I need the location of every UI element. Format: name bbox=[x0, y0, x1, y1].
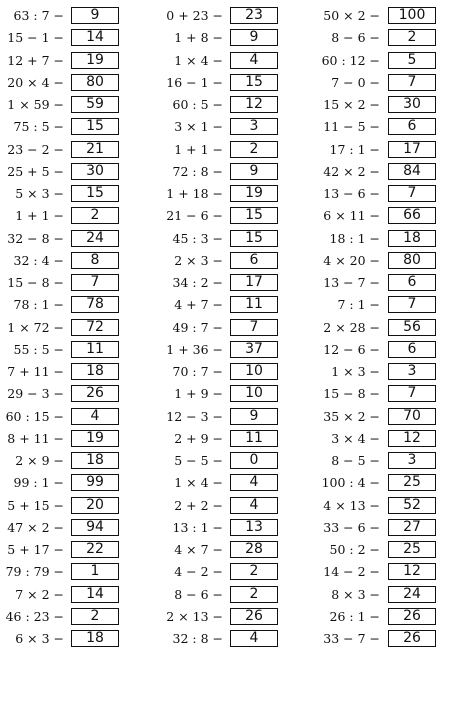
answer-box[interactable]: 23 bbox=[230, 7, 278, 24]
problem-expression: 72 : 8 − bbox=[172, 163, 223, 179]
answer-box[interactable]: 15 bbox=[230, 207, 278, 224]
problem-expression: 1 × 3 − bbox=[331, 364, 380, 379]
answer-box[interactable]: 3 bbox=[230, 118, 278, 135]
problem-expression: 4 × 13 − bbox=[323, 497, 380, 513]
problem-expression: 60 : 15 − bbox=[5, 408, 64, 424]
answer-box[interactable]: 12 bbox=[388, 563, 436, 580]
answer-box[interactable]: 9 bbox=[230, 408, 278, 425]
problem-expression: 25 + 5 − bbox=[7, 163, 64, 179]
problem-expression: 15 − 1 − bbox=[7, 30, 64, 46]
problem-expression: 2 × 3 − bbox=[174, 252, 223, 268]
problem-expression: 8 × 3 − bbox=[331, 586, 380, 602]
problem-expression: 50 × 2 − bbox=[323, 8, 380, 23]
problem-expression: 7 × 2 − bbox=[15, 586, 64, 602]
problem-expression: 18 : 1 − bbox=[329, 230, 380, 246]
problem-expression: 46 : 23 − bbox=[5, 608, 64, 624]
answer-box[interactable]: 7 bbox=[388, 385, 436, 402]
problem-expression: 13 − 6 − bbox=[323, 186, 380, 201]
answer-box[interactable]: 2 bbox=[388, 29, 436, 46]
answer-box[interactable]: 27 bbox=[388, 519, 436, 536]
problem-expression: 26 : 1 − bbox=[329, 608, 380, 624]
answer-box[interactable]: 12 bbox=[230, 96, 278, 113]
problem-expression: 79 : 79 − bbox=[5, 564, 64, 580]
problem-expression: 55 : 5 − bbox=[13, 341, 64, 357]
answer-box[interactable]: 4 bbox=[230, 497, 278, 514]
answer-box[interactable]: 9 bbox=[71, 7, 119, 24]
answer-box[interactable]: 25 bbox=[388, 474, 436, 491]
answer-box[interactable]: 2 bbox=[230, 563, 278, 580]
answer-box[interactable]: 14 bbox=[71, 29, 119, 46]
problem-expression: 99 : 1 − bbox=[13, 475, 64, 491]
problem-expression: 4 × 20 − bbox=[323, 252, 380, 268]
answer-box[interactable]: 30 bbox=[388, 96, 436, 113]
answer-box[interactable]: 2 bbox=[71, 608, 119, 625]
answer-box[interactable]: 22 bbox=[71, 541, 119, 558]
problem-expression: 2 × 13 − bbox=[166, 608, 223, 624]
answer-box[interactable]: 12 bbox=[388, 430, 436, 447]
problem-expression: 14 − 2 − bbox=[323, 564, 380, 580]
answer-box[interactable]: 78 bbox=[71, 296, 119, 313]
problem-expression: 23 − 2 − bbox=[7, 141, 64, 157]
problem-expression: 1 + 9 − bbox=[174, 386, 223, 402]
problem-expression: 2 + 9 − bbox=[174, 430, 223, 446]
problem-expression: 12 + 7 − bbox=[7, 52, 64, 68]
problem-expression: 4 + 7 − bbox=[174, 297, 223, 313]
answer-box[interactable]: 5 bbox=[388, 52, 436, 69]
answer-box[interactable]: 8 bbox=[71, 252, 119, 269]
answer-box[interactable]: 66 bbox=[388, 207, 436, 224]
problem-expression: 3 × 4 − bbox=[331, 430, 380, 446]
problem-expression: 34 : 2 − bbox=[172, 275, 223, 290]
problem-expression: 4 − 2 − bbox=[174, 564, 223, 580]
problem-expression: 35 × 2 − bbox=[323, 408, 380, 424]
answer-box[interactable]: 4 bbox=[230, 474, 278, 491]
answer-box[interactable]: 24 bbox=[388, 586, 436, 603]
answer-box[interactable]: 26 bbox=[388, 608, 436, 625]
problem-expression: 60 : 12 − bbox=[321, 52, 380, 68]
answer-box[interactable]: 2 bbox=[230, 586, 278, 603]
answer-box[interactable]: 37 bbox=[230, 341, 278, 358]
problem-expression: 8 − 6 − bbox=[174, 586, 223, 602]
problem-expression: 13 − 7 − bbox=[323, 275, 380, 290]
problem-expression: 45 : 3 − bbox=[172, 230, 223, 246]
answer-box[interactable]: 4 bbox=[71, 408, 119, 425]
answer-box[interactable]: 3 bbox=[388, 452, 436, 469]
problem-expression: 32 : 4 − bbox=[13, 252, 64, 268]
answer-box[interactable]: 17 bbox=[230, 274, 278, 291]
answer-box[interactable]: 11 bbox=[230, 296, 278, 313]
problem-expression: 1 + 1 − bbox=[174, 141, 223, 157]
answer-box[interactable]: 56 bbox=[388, 319, 436, 336]
problem-expression: 63 : 7 − bbox=[13, 8, 64, 23]
problem-expression: 12 − 6 − bbox=[323, 341, 380, 357]
answer-box[interactable]: 14 bbox=[71, 586, 119, 603]
answer-box[interactable]: 20 bbox=[71, 497, 119, 514]
answer-box[interactable]: 11 bbox=[71, 341, 119, 358]
answer-box[interactable]: 15 bbox=[230, 230, 278, 247]
answer-box[interactable]: 26 bbox=[388, 630, 436, 647]
answer-box[interactable]: 25 bbox=[388, 541, 436, 558]
answer-box[interactable]: 7 bbox=[388, 74, 436, 91]
answer-box[interactable]: 28 bbox=[230, 541, 278, 558]
problem-expression: 5 × 3 − bbox=[15, 186, 64, 201]
answer-box[interactable]: 19 bbox=[71, 430, 119, 447]
problem-expression: 78 : 1 − bbox=[13, 297, 64, 313]
answer-box[interactable]: 11 bbox=[230, 430, 278, 447]
problem-expression: 12 − 3 − bbox=[166, 408, 223, 424]
problem-expression: 17 : 1 − bbox=[329, 141, 380, 157]
answer-box[interactable]: 18 bbox=[388, 230, 436, 247]
problem-expression: 6 × 11 − bbox=[323, 208, 380, 224]
answer-box[interactable]: 7 bbox=[388, 296, 436, 313]
answer-box[interactable]: 9 bbox=[230, 163, 278, 180]
answer-box[interactable]: 6 bbox=[388, 341, 436, 358]
answer-box[interactable]: 18 bbox=[71, 452, 119, 469]
problem-expression: 15 × 2 − bbox=[323, 97, 380, 112]
problem-expression: 2 × 28 − bbox=[323, 319, 380, 335]
answer-box[interactable]: 26 bbox=[71, 385, 119, 402]
answer-box[interactable]: 18 bbox=[71, 630, 119, 647]
answer-box[interactable]: 10 bbox=[230, 363, 278, 380]
answer-box[interactable]: 13 bbox=[230, 519, 278, 536]
answer-box[interactable]: 15 bbox=[71, 118, 119, 135]
problem-expression: 100 : 4 − bbox=[321, 475, 380, 491]
problem-expression: 42 × 2 − bbox=[323, 163, 380, 179]
problem-expression: 16 − 1 − bbox=[166, 74, 223, 90]
answer-box[interactable]: 100 bbox=[388, 7, 436, 24]
answer-box[interactable]: 80 bbox=[388, 252, 436, 269]
problem-expression: 15 − 8 − bbox=[7, 275, 64, 290]
answer-box[interactable]: 6 bbox=[388, 118, 436, 135]
answer-box[interactable]: 9 bbox=[230, 29, 278, 46]
answer-box[interactable]: 72 bbox=[71, 319, 119, 336]
problem-expression: 5 + 15 − bbox=[7, 497, 64, 513]
answer-box[interactable]: 18 bbox=[71, 363, 119, 380]
problem-expression: 20 × 4 − bbox=[7, 74, 64, 90]
problem-expression: 49 : 7 − bbox=[172, 319, 223, 335]
answer-box[interactable]: 17 bbox=[388, 141, 436, 158]
answer-box[interactable]: 6 bbox=[388, 274, 436, 291]
problem-expression: 7 − 0 − bbox=[331, 74, 380, 90]
answer-box[interactable]: 26 bbox=[230, 608, 278, 625]
answer-box[interactable]: 70 bbox=[388, 408, 436, 425]
problem-expression: 32 − 8 − bbox=[7, 230, 64, 246]
answer-box[interactable]: 7 bbox=[388, 185, 436, 202]
problem-expression: 4 × 7 − bbox=[174, 542, 223, 557]
problem-expression: 15 − 8 − bbox=[323, 386, 380, 402]
problem-expression: 60 : 5 − bbox=[172, 97, 223, 112]
problem-expression: 50 : 2 − bbox=[329, 542, 380, 557]
problem-expression: 8 − 5 − bbox=[331, 453, 380, 468]
answer-box[interactable]: 99 bbox=[71, 474, 119, 491]
answer-box[interactable]: 30 bbox=[71, 163, 119, 180]
answer-box[interactable]: 10 bbox=[230, 385, 278, 402]
answer-box[interactable]: 7 bbox=[230, 319, 278, 336]
problem-expression: 6 × 3 − bbox=[15, 631, 64, 646]
problem-expression: 0 + 23 − bbox=[166, 8, 223, 23]
problem-expression: 33 − 7 − bbox=[323, 631, 380, 646]
problem-expression: 21 − 6 − bbox=[166, 208, 223, 224]
problem-expression: 2 + 2 − bbox=[174, 497, 223, 513]
answer-box[interactable]: 59 bbox=[71, 96, 119, 113]
answer-box[interactable]: 2 bbox=[230, 141, 278, 158]
answer-box[interactable]: 15 bbox=[71, 185, 119, 202]
answer-box[interactable]: 52 bbox=[388, 497, 436, 514]
problem-expression: 7 : 1 − bbox=[337, 297, 380, 313]
problem-expression: 8 − 6 − bbox=[331, 30, 380, 46]
answer-box[interactable]: 80 bbox=[71, 74, 119, 91]
answer-box[interactable]: 4 bbox=[230, 52, 278, 69]
answer-box[interactable]: 24 bbox=[71, 230, 119, 247]
problem-expression: 8 + 11 − bbox=[7, 430, 64, 446]
problem-expression: 2 × 9 − bbox=[15, 453, 64, 468]
problem-expression: 7 + 11 − bbox=[7, 364, 64, 379]
problem-expression: 3 × 1 − bbox=[174, 119, 223, 135]
answer-box[interactable]: 2 bbox=[71, 207, 119, 224]
problem-expression: 29 − 3 − bbox=[7, 386, 64, 402]
answer-box[interactable]: 7 bbox=[71, 274, 119, 291]
answer-box[interactable]: 94 bbox=[71, 519, 119, 536]
problem-expression: 33 − 6 − bbox=[323, 519, 380, 535]
problem-expression: 47 × 2 − bbox=[7, 519, 64, 535]
problem-expression: 11 − 5 − bbox=[323, 119, 380, 135]
problem-expression: 5 − 5 − bbox=[174, 453, 223, 468]
answer-box[interactable]: 19 bbox=[71, 52, 119, 69]
problem-expression: 75 : 5 − bbox=[13, 119, 64, 135]
answer-box[interactable]: 4 bbox=[230, 630, 278, 647]
problem-expression: 5 + 17 − bbox=[7, 542, 64, 557]
problem-expression: 1 + 8 − bbox=[174, 30, 223, 46]
problem-expression: 1 + 1 − bbox=[15, 208, 64, 224]
problem-expression: 13 : 1 − bbox=[172, 519, 223, 535]
answer-box[interactable]: 84 bbox=[388, 163, 436, 180]
problem-expression: 32 : 8 − bbox=[172, 631, 223, 646]
answer-box[interactable]: 19 bbox=[230, 185, 278, 202]
answer-box[interactable]: 21 bbox=[71, 141, 119, 158]
problem-expression: 1 + 18 − bbox=[166, 186, 223, 201]
problem-expression: 1 + 36 − bbox=[166, 341, 223, 357]
answer-box[interactable]: 15 bbox=[230, 74, 278, 91]
problem-expression: 1 × 4 − bbox=[174, 475, 223, 491]
problem-expression: 70 : 7 − bbox=[172, 364, 223, 379]
problem-expression: 1 × 4 − bbox=[174, 52, 223, 68]
answer-box[interactable]: 0 bbox=[230, 452, 278, 469]
problem-expression: 1 × 59 − bbox=[7, 97, 64, 112]
answer-box[interactable]: 6 bbox=[230, 252, 278, 269]
answer-box[interactable]: 3 bbox=[388, 363, 436, 380]
answer-box[interactable]: 1 bbox=[71, 563, 119, 580]
problem-expression: 1 × 72 − bbox=[7, 319, 64, 335]
